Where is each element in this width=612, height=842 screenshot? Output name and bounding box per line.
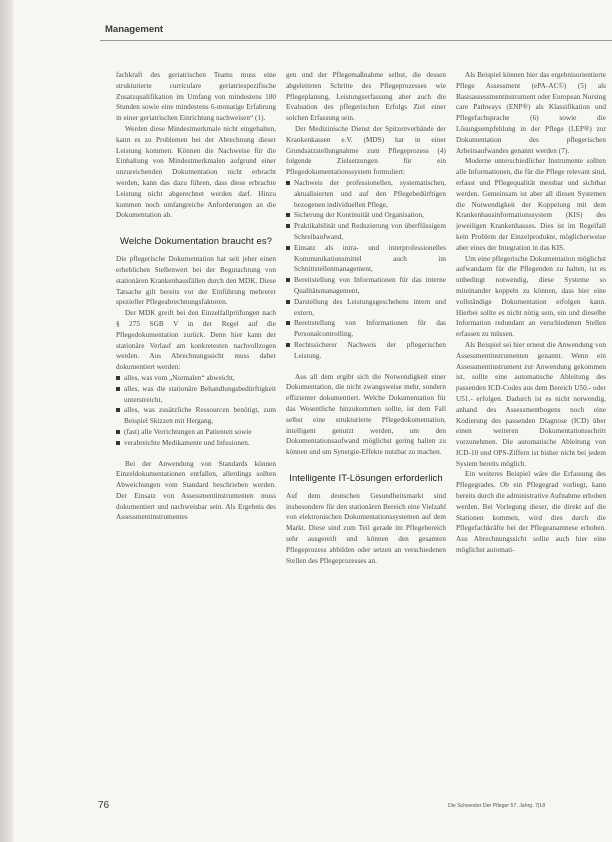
paragraph: Der MDK greift bei den Einzelfallprüfungen nach § 275 SGB V in der Regel auf die Pflegedokumentation zurück. Denn hier kann der stationäre Verlauf am konkretesten nachvollzogen werden. Aus Abrechnungssicht muss daher dokumentiert werden:	[116, 309, 276, 372]
paragraph: Bei der Anwendung von Standards können Einzeldokumentationen entfallen, allerdings sollten Abweichungen vom Standard beschrieben werden. Der Einsatz von Assessmentinstrumenten muss dokumentiert und nachweisbar sein. Als Ergebnis des Assessmentinstrumentes	[116, 459, 276, 522]
paragraph: Werden diese Mindestmerkmale nicht eingehalten, kann es zu Problemen bei der Abrechnung dieser Leistung kommen. Können die Nachweise für die Einhaltung von Mindestmerkmalen aufgrund einer unzureichenden Dokumentation nicht erbracht werden, kann das dazu führen, dass diese erbrachte Leistung nicht abgerechnet werden darf. Hinzu kommen noch umfangreiche Anforderungen an die Dokumentation ab.	[116, 124, 276, 220]
bullet-list	[286, 178, 446, 362]
list-item: Bereitstellung von Informationen für das interne Qualitätsmanagement,	[286, 275, 446, 297]
list-item: Sicherung der Kontinuität und Organisation,	[286, 210, 446, 221]
list-item: Praktikabilität und Reduzierung von überflüssigem Schreibaufwand,	[286, 221, 446, 243]
paragraph: Auf dem deutschen Gesundheitsmarkt sind insbesondere für den stationären Bereich eine Vielzahl von elektronischen Dokumentationssystemen auf dem Markt. Diese sind zum Teil gerade im Pflegebereich sehr ausgereift und können den gesamten Pflegeprozess abbilden oder setzen an verschiedenen Stellen des Pflegeprozesses an.	[286, 491, 446, 565]
paragraph: Als Beispiel sei hier erneut die Anwendung von Assessmentinstrumenten genannt. Wenn ein Assessmentinstrument zur Anwendung gekommen ist, sollte eine automatische Ableitung des passenden ICD-Codes aus dem Bereich U50.- oder U51.- erfolgen. Dadurch ist es nicht notwendig, anhand des Assessmentbogens noch eine Kodierung des passenden Diagnose (ICD) über einen weiteren Dokumentationsschritt vorzunehmen. Die automatische Ableitung von ICD-10 und OPS-Ziffern ist bisher nicht bei jedem System bereits möglich.	[456, 340, 606, 468]
journal-footer: Die Schwester Der Pfleger 57. Jahrg. 7|18	[448, 803, 546, 809]
page-binding-shadow	[0, 0, 14, 842]
paragraph: fachkraft des geriatrischen Teams muss eine strukturierte curriculare geriatriespezifische Zusatzqualifikation im Umfang von mindestens 180 Stunden sowie eine mindestens 6-monatige Erfahrung in einer geriatrischen Einrichtung nachweisen“ (1).	[116, 71, 276, 123]
paragraph: Moderne unterschiedlicher Instrumente sollten alle Informationen, die für die Pflege relevant sind, erfasst und Pflegequalität messbar und sichtbar werden. Gemeinsam ist aber all diesen Systemen die Notwendigkeit der Koppelung mit dem Krankenhausinformationssystem (KIS) des jeweiligen Krankenhauses. Dies ist im Regelfall kein Problem der Einzelprodukte, möglicherweise aber eines der Integration in das KIS.	[456, 157, 606, 252]
list-item: Rechtssicherer Nachweis der pflegerischen Leistung.	[286, 340, 446, 362]
subheading: Welche Dokumentation braucht es?	[120, 236, 272, 248]
list-item: (fast) alle Verrichtungen an Patienten sowie	[116, 427, 276, 438]
bullet-list	[116, 373, 276, 449]
list-item: alles, was vom „Normalen“ abweicht,	[116, 373, 276, 384]
paragraph: Um eine pflegerische Dokumentation möglichst aufwandarm für die Pflegenden zu halten, ist es unbedingt notwendig, diese Systeme so miteinander koppeln zu können, dass hier eine vollständige Dokumentation erfolgen kann. Hierbei sollte es nicht nötig sein, ein und dieselbe Information redundant an verschiedenen Stellen erfassen zu müssen.	[456, 254, 606, 339]
list-item: alles, was zusätzliche Ressourcen benötigt, zum Beispiel Skizzen mit Hergang,	[116, 405, 276, 427]
paragraph: gen und der Pflegemaßnahme selbst, die dessen abgeleiteten Schritte des Pflegeprozesses wie Pflegeplanung, Leistungserfassung aber auch die Evaluation des pflegerischen Erfolgs Ziel einer solchen Erfassung sein.	[286, 71, 446, 123]
page-number: 76	[98, 800, 110, 811]
list-item: Einsatz als intra- und interprofessionelles Kommunikationsmittel auch im Schnittstellenmanagement,	[286, 243, 446, 275]
list-item: alles, was die stationäre Behandlungsbedürftigkeit unterstreicht,	[116, 384, 276, 406]
paragraph: Ein weiteres Beispiel wäre die Erfassung des Pflegegrades. Ob ein Pflegegrad vorliegt, kann bereits durch die administrative Aufnahme erhoben werden. Bei Vorlegung dieser, die direkt auf die Stationen kommen, wird dies durch die Pflegefachkräfte bei der Pflegeanamnese erhoben. Aus Abrechnungssicht sollte auch hier eine möglichst automati-	[456, 470, 606, 555]
list-item: Darstellung des Leistungsgeschehens intern und extern,	[286, 297, 446, 319]
paragraph: Als Beispiel können hier das ergebnisorientierte Pflege Assessment (ePA-AC©) (5) als Basisassessmentinstrument oder European Nursing care Pathways (ENP®) als Klassifikation und Pflegefachsprache (6) sowie die Lösungsempfehlung in der Pflege (LEP®) zur Dokumentation des pflegerischen Arbeitsaufwandes genannt werden (7).	[456, 71, 606, 155]
paragraph: Der Medizinische Dienst der Spitzenverbände der Krankenkassen e.V. (MDS) hat in einer Grundsatzstellungnahme zum Pflegeprozess (4) folgende Zielsetzungen für ein Pflegedokumentationssystem formuliert:	[286, 124, 446, 177]
list-item: verabreichte Medikamente und Infusionen.	[116, 438, 276, 449]
paragraph: Die pflegerische Dokumentation hat seit jeher einen erheblichen Stellenwert bei der Begutachtung von stationären Krankenhausfällen durch den MDK. Diese Tatsache gilt bereits vor der Einführung mehrerer spezieller Pflegeabrechnungsfaktoren.	[116, 255, 276, 307]
list-item: Bereitstellung von Informationen für das Personalcontrolling,	[286, 318, 446, 340]
header-rule	[100, 40, 612, 41]
list-item: Nachweis der professionellen, systematischen, aktualisierten und auf den Pflegebedürftigen bezogenen individuellen Pflege,	[286, 178, 446, 210]
subheading: Intelligente IT-Lösungen erforderlich	[289, 472, 443, 484]
column-2	[286, 70, 446, 566]
column-1	[116, 70, 276, 523]
section-label: Management	[105, 24, 164, 35]
paragraph: Aus all dem ergibt sich die Notwendigkeit einer Dokumentation, die nicht zwangsweise mehr, sondern effizienter dokumentiert. Welche Dokumentation für das Wesentliche hinzukommen sollte, ist dem Fall selbst eine strukturierte Pflegedokumentation, intelligent genutzt werden, um den Dokumentationsaufwand möglichst gering halten zu können und um Synergie-Effekte nutzbar zu machen.	[286, 372, 446, 457]
column-3	[456, 70, 606, 556]
